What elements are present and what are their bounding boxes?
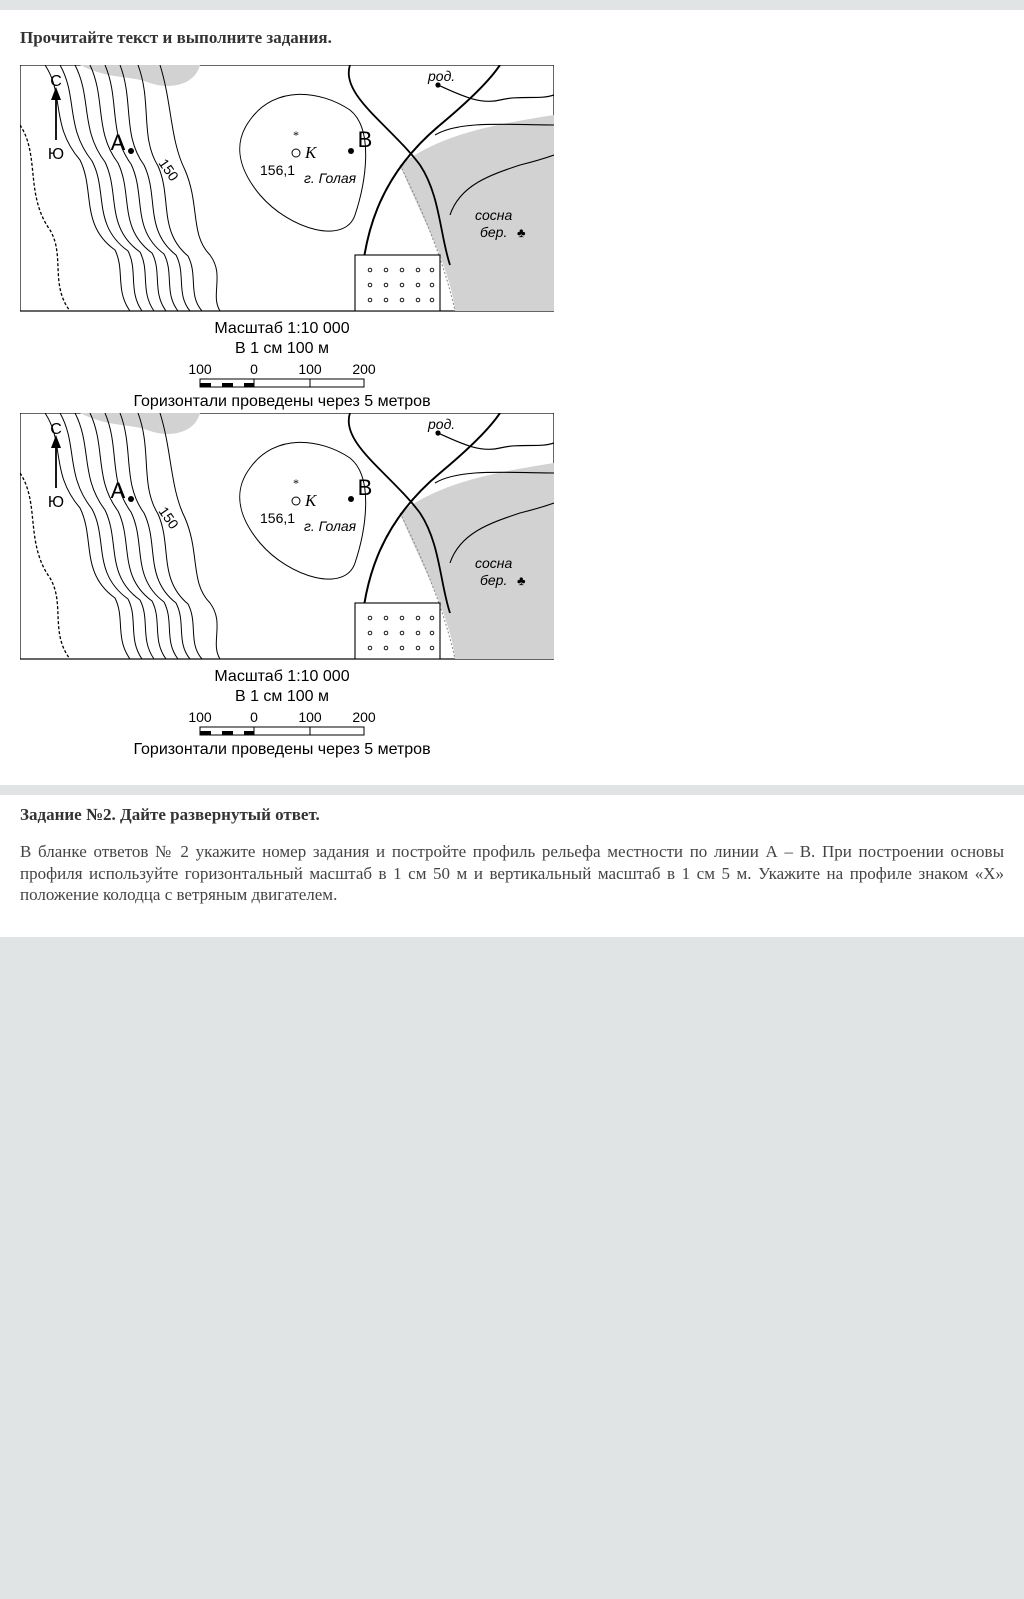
- forest-label-pine: сосна: [475, 555, 513, 571]
- point-b-label: В: [357, 127, 373, 152]
- content-card: [0, 10, 1024, 785]
- well-icon: [292, 149, 300, 157]
- point-b-marker: [348, 148, 354, 154]
- spring-label: род.: [428, 416, 456, 432]
- scale-tick-label: 100: [298, 709, 322, 725]
- north-label: С: [50, 73, 62, 90]
- task-body: В бланке ответов № 2 укажите номер задания и постройте профиль рельефа местности по линии А – В. При построении основы профиля используйте горизонтальный масштаб в 1 см 50 м и вертикальный масштаб в 1 см 5 м. Укажите на профиле знаком «Х» положение колодца с ветряным двигателем.: [20, 842, 1004, 904]
- topographic-map: [20, 413, 554, 763]
- scale-subtitle: В 1 см 100 м: [234, 340, 330, 357]
- scale-tick-label: 100: [188, 709, 212, 725]
- scale-bar: [188, 709, 376, 735]
- contour-interval-note: Горизонтали проведены через 5 метров: [133, 393, 431, 410]
- well-label: К: [305, 491, 317, 510]
- height-mark: 156,1: [260, 162, 296, 178]
- scale-title: Масштаб 1:10 000: [214, 320, 350, 337]
- forest-label-birch: бер.: [480, 224, 508, 240]
- tree-icon: ♣: [517, 573, 526, 588]
- map-figure: [20, 65, 554, 415]
- north-label: С: [50, 421, 62, 438]
- forest-label-birch: бер.: [480, 572, 508, 588]
- scale-tick-label: 0: [250, 709, 258, 725]
- forest-label-pine: сосна: [475, 207, 513, 223]
- hill-name: г. Голая: [304, 170, 357, 186]
- windmill-icon: *: [293, 128, 299, 142]
- well-label: К: [305, 143, 317, 162]
- contour-interval-note: Горизонтали проведены через 5 метров: [133, 741, 431, 758]
- contour-label: 150: [155, 503, 183, 532]
- point-a-marker: [128, 496, 134, 502]
- scale-tick-label: 0: [250, 361, 258, 377]
- scale-title: Масштаб 1:10 000: [214, 668, 350, 685]
- well-icon: [292, 497, 300, 505]
- task-card: [0, 795, 1024, 937]
- point-a-label: А: [110, 478, 126, 503]
- tree-icon: ♣: [517, 225, 526, 240]
- point-a-marker: [128, 148, 134, 154]
- contour-label: 150: [155, 155, 183, 184]
- windmill-icon: *: [293, 476, 299, 490]
- spring-label: род.: [428, 68, 456, 84]
- topographic-map: [20, 65, 554, 415]
- point-a-label: А: [110, 130, 126, 155]
- south-label: Ю: [47, 146, 65, 163]
- scale-bar: [188, 361, 376, 387]
- point-b-label: В: [357, 475, 373, 500]
- scale-subtitle: В 1 см 100 м: [234, 688, 330, 705]
- scale-tick-label: 200: [352, 361, 376, 377]
- hill-name: г. Голая: [304, 518, 357, 534]
- point-b-marker: [348, 496, 354, 502]
- intro-text: Прочитайте текст и выполните задания.: [20, 28, 332, 47]
- scale-tick-label: 100: [188, 361, 212, 377]
- map-figure-duplicate: [20, 413, 554, 763]
- south-label: Ю: [47, 494, 65, 511]
- height-mark: 156,1: [260, 510, 296, 526]
- task-title: Задание №2. Дайте развернутый ответ.: [20, 805, 320, 824]
- scale-tick-label: 200: [352, 709, 376, 725]
- scale-tick-label: 100: [298, 361, 322, 377]
